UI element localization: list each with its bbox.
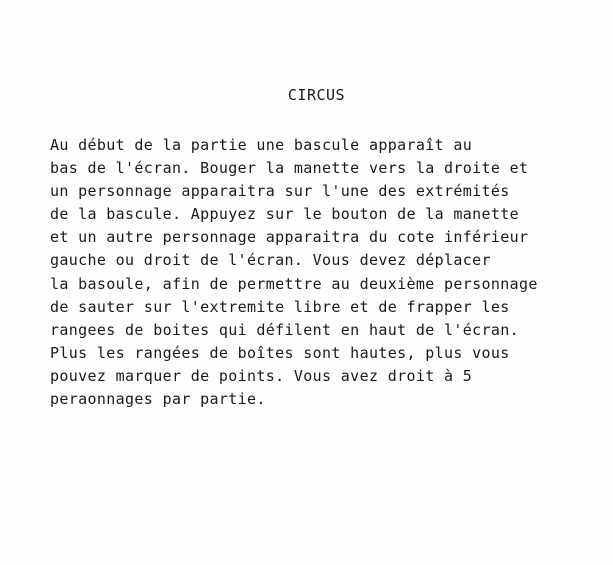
text-line: un personnage apparaitra sur l'une des extrémités (50, 182, 510, 201)
page-title: CIRCUS (287, 86, 346, 104)
text-line: rangees de boites qui défilent en haut de l'écran. (50, 320, 520, 339)
text-line: Plus les rangées de boîtes sont hautes, plus vous (50, 343, 510, 362)
text-line: bas de l'écran. Bouger la manette vers la droite et (50, 159, 529, 178)
text-line: peraonnages par partie. (50, 390, 266, 409)
text-line: la basoule, afin de permettre au deuxième personnage (50, 274, 538, 293)
text-line: Au début de la partie une bascule apparaît au (50, 136, 473, 154)
text-line: de sauter sur l'extremite libre et de frapper les (50, 297, 510, 316)
instruction-text (50, 134, 610, 411)
text-line: pouvez marquer de points. Vous avez droit à 5 (50, 366, 473, 385)
text-line: et un autre personnage apparaitra du cote inférieur (50, 228, 529, 247)
text-line: gauche ou droit de l'écran. Vous devez déplacer (50, 251, 491, 270)
text-line: de la bascule. Appuyez sur le bouton de la manette (50, 205, 520, 224)
